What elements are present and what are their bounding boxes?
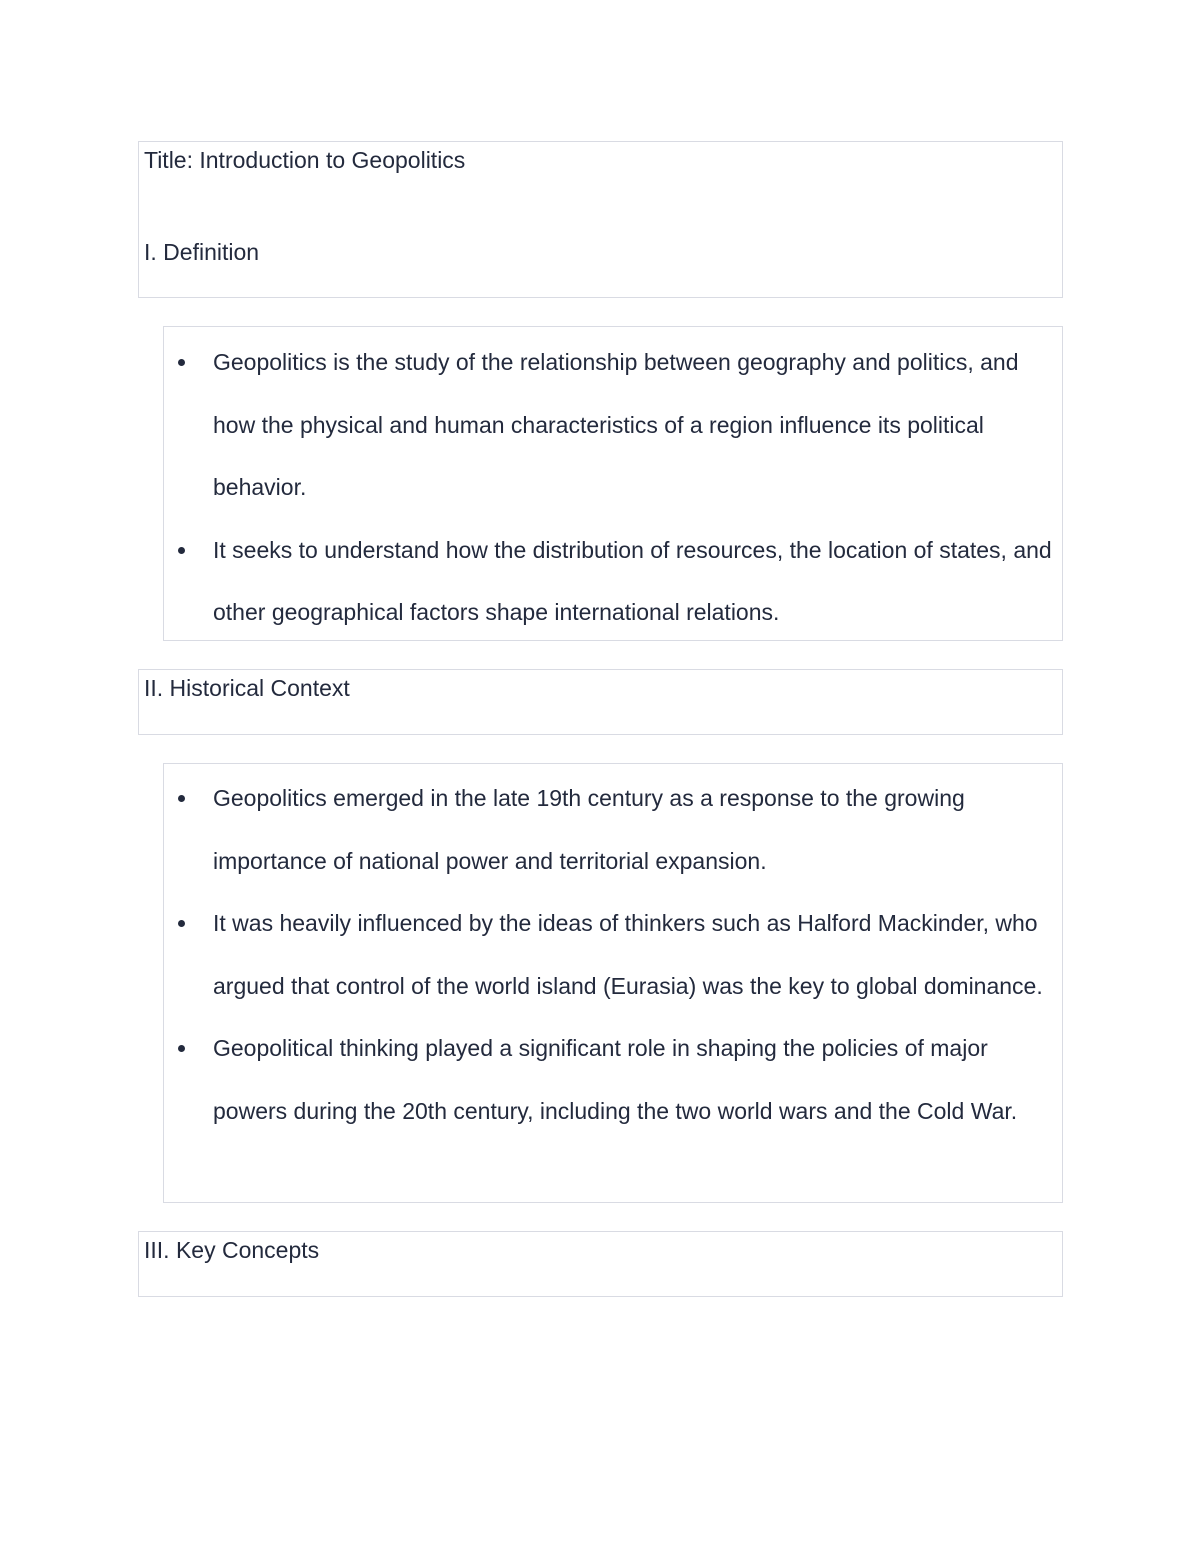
definition-bullet-list-box bbox=[163, 326, 1063, 641]
list-item bbox=[164, 1017, 1062, 1142]
list-item bbox=[164, 767, 1062, 892]
list-item-text: Geopolitics emerged in the late 19th century as a response to the growing importance of national power and territorial expansion. bbox=[213, 785, 965, 874]
list-item-text: It seeks to understand how the distribution of resources, the location of states, and other geographical factors shape international relations. bbox=[213, 536, 1052, 625]
historical-context-bullet-list bbox=[164, 764, 1062, 1142]
bullet-icon bbox=[178, 920, 185, 927]
list-item bbox=[164, 892, 1062, 1017]
list-item bbox=[164, 331, 1062, 519]
definition-bullet-list bbox=[164, 327, 1062, 644]
list-item-text: Geopolitics is the study of the relationship between geography and politics, and how the physical and human characteristics of a region influence its political behavior. bbox=[213, 349, 1019, 500]
historical-context-bullet-list-box bbox=[163, 763, 1063, 1203]
list-item bbox=[164, 519, 1062, 644]
section-heading-historical-context: II. Historical Context bbox=[144, 675, 350, 701]
document-title: Title: Introduction to Geopolitics bbox=[144, 147, 466, 173]
bullet-icon bbox=[178, 1045, 185, 1052]
section-heading-definition: I. Definition bbox=[144, 239, 260, 265]
historical-context-heading-box bbox=[138, 669, 1063, 735]
title-section-box bbox=[138, 141, 1063, 298]
bullet-icon bbox=[178, 359, 185, 366]
list-item-text: Geopolitical thinking played a significant role in shaping the policies of major powers during the 20th century, including the two world wars and the Cold War. bbox=[213, 1035, 1018, 1124]
section-heading-key-concepts: III. Key Concepts bbox=[144, 1237, 320, 1263]
bullet-icon bbox=[178, 795, 185, 802]
key-concepts-heading-box bbox=[138, 1231, 1063, 1297]
bullet-icon bbox=[178, 547, 185, 554]
list-item-text: It was heavily influenced by the ideas of thinkers such as Halford Mackinder, who argued that control of the world island (Eurasia) was the key to global dominance. bbox=[213, 910, 1043, 999]
